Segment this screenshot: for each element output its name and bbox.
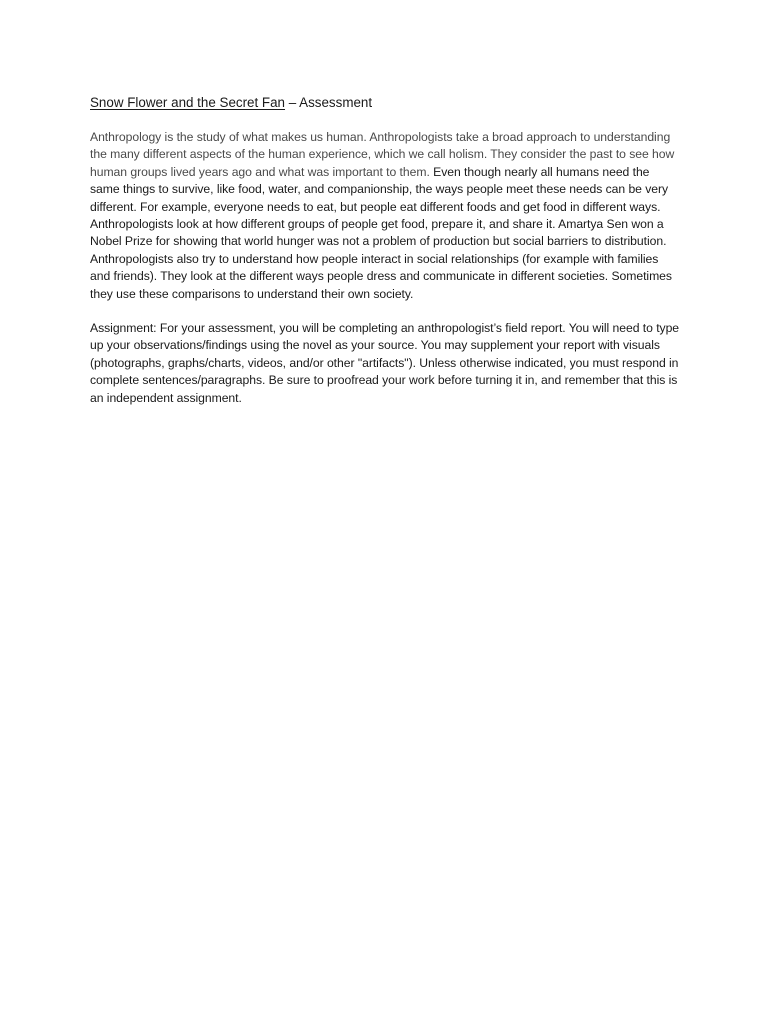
paragraph-intro bbox=[90, 129, 680, 303]
paragraph-intro-rest: Even though nearly all humans need the same things to survive, like food, water, and companionship, the ways people meet these needs can be very different. For example, everyone needs to eat, but people eat different foods and get food in different ways. Anthropologists look at how different groups of people get food, prepare it, and share it. Amartya Sen won a Nobel Prize for showing that world hunger was not a problem of production but social barriers to distribution. Anthropologists also try to understand how people interact in social relationships (for example with families and friends). They look at the different ways people dress and communicate in different societies. Sometimes they use these comparisons to understand their own society. bbox=[90, 164, 672, 301]
document-title bbox=[90, 94, 680, 111]
novel-title: Snow Flower and the Secret Fan bbox=[90, 95, 286, 110]
title-suffix: – Assessment bbox=[285, 95, 373, 110]
paragraph-intro-lead: Anthropology is the study of what makes us human. Anthropologists take a broad approach to understanding the many different aspects of the human experience, which we call holism. They consider the past to see how human groups lived years ago and what was important to them. bbox=[90, 130, 675, 179]
paragraph-assignment: Assignment: For your assessment, you will be completing an anthropologist’s field report. You will need to type up your observations/findings using the novel as your source. You may supplement your report with visuals (photographs, graphs/charts, videos, and/or other "artifacts"). Unless otherwise indicated, you must respond in complete sentences/paragraphs. Be sure to proofread your work before turning it in, and remember that this is an independent assignment. bbox=[90, 321, 680, 405]
